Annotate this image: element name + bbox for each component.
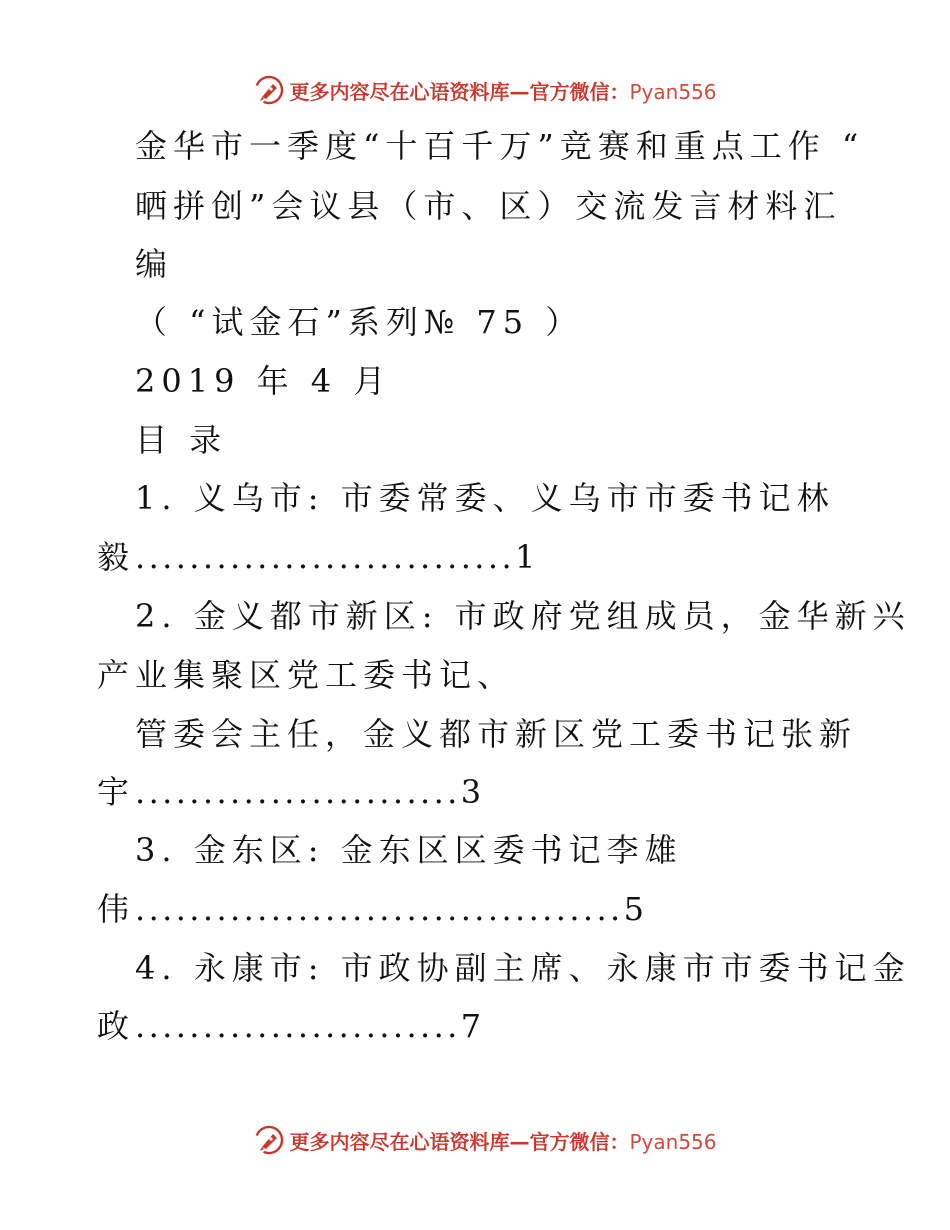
toc-heading: 目 录 [135, 421, 228, 459]
watermark-banner-top [0, 70, 950, 110]
toc-entry-4-line-2: 政........................7 [97, 1007, 488, 1045]
toc-page-number: 3 [460, 773, 488, 811]
document-date: 2019 年 4 月 [135, 362, 392, 400]
toc-entry-2-line-2: 产业集聚区党工委书记、 [97, 656, 516, 694]
pen-nib-logo-icon [253, 74, 285, 106]
toc-leader-dots: ............................ [135, 538, 516, 576]
toc-entry-3-line-1: 3. 金东区: 金东区区委书记李雄 [135, 831, 683, 869]
document-title-line-1: 金华市一季度“十百千万”竞赛和重点工作 “ [135, 127, 865, 165]
document-title-line-2: 晒拼创”会议县（市、区）交流发言材料汇 [135, 187, 842, 225]
toc-leader-dots: .................................... [135, 890, 624, 928]
pen-nib-logo-icon [253, 1124, 285, 1156]
watermark-text: 更多内容尽在心语资料库—官方微信：Pyan556 [289, 79, 717, 104]
toc-entry-2-line-3: 管委会主任，金义都市新区党工委书记张新 [135, 715, 858, 753]
toc-entry-1-line-2: 毅............................1 [97, 538, 542, 576]
watermark-content [253, 1124, 716, 1156]
document-title-line-3: 编 [135, 245, 174, 283]
series-label: （ “试金石”系列№ 75 ） [135, 303, 584, 341]
toc-entry-4-line-1: 4. 永康市: 市政协副主席、永康市市委书记金 [135, 949, 911, 987]
toc-entry-2-line-1: 2. 金义都市新区: 市政府党组成员，金华新兴 [135, 597, 911, 635]
toc-entry-2-line-4: 宇........................3 [97, 773, 488, 811]
toc-page-number: 1 [515, 538, 542, 576]
toc-page-number: 7 [460, 1007, 488, 1045]
watermark-text: 更多内容尽在心语资料库—官方微信：Pyan556 [289, 1129, 717, 1154]
watermark-banner-bottom [0, 1120, 950, 1160]
toc-leader-dots: ........................ [135, 1007, 461, 1045]
toc-page-number: 5 [623, 890, 650, 928]
toc-leader-dots: ........................ [135, 773, 461, 811]
toc-entry-3-line-2: 伟....................................5 [97, 890, 650, 928]
toc-entry-1-line-1: 1. 义乌市: 市委常委、义乌市市委书记林 [135, 479, 835, 517]
watermark-content [253, 74, 716, 106]
